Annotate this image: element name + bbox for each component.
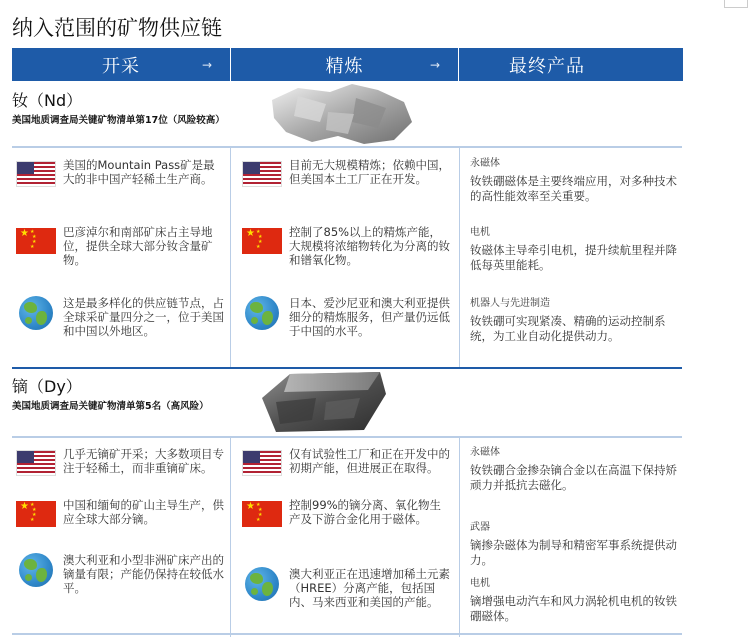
arrow-right-icon: → bbox=[429, 57, 440, 72]
nd-china-refining bbox=[242, 225, 452, 267]
header-mining bbox=[12, 48, 230, 81]
nd-china-mining-text: 巴彦淖尔和南部矿床占主导地位，提供全球大部分钕含量矿物。 bbox=[63, 225, 213, 267]
nd-product-motors-heading: 电机 bbox=[470, 227, 490, 238]
globe-icon bbox=[19, 296, 53, 330]
dy-product-motors-heading: 电机 bbox=[470, 578, 490, 589]
mineral-name-nd: 钕（Nd） bbox=[12, 91, 83, 110]
dy-product-magnets bbox=[470, 445, 685, 493]
china-flag-icon: ★ ★ ★ ★ ★ bbox=[242, 501, 282, 527]
nd-us-refining-text: 目前无大规模精炼；依赖中国，但美国本土工厂正在开发。 bbox=[289, 158, 450, 186]
dy-us-mining-text: 几乎无镝矿开采；大多数项目专注于轻稀土，而非重镝矿床。 bbox=[63, 447, 224, 475]
dysprosium-sample-image bbox=[256, 368, 390, 436]
china-flag-icon: ★ ★ ★ ★ ★ bbox=[16, 228, 56, 254]
china-flag-icon: ★ ★ ★ ★ ★ bbox=[242, 228, 282, 254]
section-divider bbox=[12, 146, 682, 148]
column-divider bbox=[230, 146, 231, 368]
column-divider bbox=[459, 146, 460, 368]
dy-us-refining bbox=[242, 447, 452, 476]
dy-global-mining bbox=[16, 553, 224, 595]
neodymium-sample-image bbox=[268, 82, 418, 148]
us-flag-icon bbox=[16, 161, 56, 187]
nd-global-mining bbox=[16, 296, 224, 338]
dy-china-mining bbox=[16, 498, 224, 527]
dy-product-weapons-heading: 武器 bbox=[470, 522, 490, 533]
header-end-products-label: 最终产品 bbox=[509, 55, 585, 77]
section-divider bbox=[12, 436, 682, 438]
nd-us-refining bbox=[242, 158, 452, 187]
globe-icon bbox=[245, 567, 279, 601]
corner-tab bbox=[724, 0, 748, 8]
dy-us-mining bbox=[16, 447, 224, 476]
dy-product-motors bbox=[470, 576, 685, 624]
nd-product-robotics bbox=[470, 296, 685, 344]
nd-product-magnets-text: 钕铁硼磁体是主要终端应用，对多种技术的高性能效率至关重要。 bbox=[470, 174, 677, 203]
us-flag-icon bbox=[242, 161, 282, 187]
mineral-name-dy: 镝（Dy） bbox=[12, 377, 82, 396]
arrow-right-icon: → bbox=[201, 57, 212, 72]
nd-product-robotics-text: 钕铁硼可实现紧凑、精确的运动控制系统，为工业自动化提供动力。 bbox=[470, 314, 666, 343]
dy-global-refining-text: 澳大利亚正在迅速增加稀土元素（HREE）分离产能，包括国内、马来西亚和美国的产能。 bbox=[289, 567, 450, 609]
us-flag-icon bbox=[16, 450, 56, 476]
header-refining bbox=[231, 48, 458, 81]
dy-product-weapons bbox=[470, 520, 685, 568]
section-divider bbox=[12, 633, 682, 635]
china-flag-icon: ★ ★ ★ ★ ★ bbox=[16, 501, 56, 527]
mineral-subtitle-nd: 美国地质调查局关键矿物清单第17位（风险较高） bbox=[12, 115, 225, 126]
header-end-products bbox=[459, 48, 683, 81]
nd-china-refining-text: 控制了85%以上的精炼产能，大规模将浓缩物转化为分离的钕和镨氧化物。 bbox=[289, 225, 450, 267]
nd-global-refining bbox=[242, 296, 452, 338]
dy-product-weapons-text: 镝掺杂磁体为制导和精密军事系统提供动力。 bbox=[470, 538, 677, 567]
dy-china-refining bbox=[242, 498, 452, 527]
nd-global-mining-text: 这是最多样化的供应链节点，占全球采矿量四分之一，位于美国和中国以外地区。 bbox=[63, 296, 224, 338]
nd-global-refining-text: 日本、爱沙尼亚和澳大利亚提供细分的精炼服务，但产量仍远低于中国的水平。 bbox=[289, 296, 450, 338]
header-refining-label: 精炼 bbox=[325, 55, 364, 77]
column-divider bbox=[230, 436, 231, 637]
us-flag-icon bbox=[242, 450, 282, 476]
nd-product-robotics-heading: 机器人与先进制造 bbox=[470, 298, 550, 309]
page-title: 纳入范围的矿物供应链 bbox=[12, 16, 222, 40]
dy-product-motors-text: 镝增强电动汽车和风力涡轮机电机的钕铁硼磁体。 bbox=[470, 594, 677, 623]
nd-china-mining bbox=[16, 225, 224, 267]
dy-us-refining-text: 仅有试验性工厂和正在开发中的初期产能，但进展正在取得。 bbox=[289, 447, 450, 475]
dy-product-magnets-text: 钕铁硼合金掺杂镝合金以在高温下保持矫顽力并抵抗去磁化。 bbox=[470, 463, 677, 492]
dy-china-refining-text: 控制99%的镝分离、氧化物生产及下游合金化用于磁体。 bbox=[289, 498, 442, 526]
dy-china-mining-text: 中国和缅甸的矿山主导生产，供应全球大部分镝。 bbox=[63, 498, 224, 526]
header-mining-label: 开采 bbox=[102, 55, 140, 77]
nd-product-motors-text: 钕磁体主导牵引电机，提升续航里程并降低每英里能耗。 bbox=[470, 243, 677, 272]
nd-product-magnets-heading: 永磁体 bbox=[470, 158, 500, 169]
nd-us-mining-text: 美国的Mountain Pass矿是最大的非中国产轻稀土生产商。 bbox=[63, 158, 215, 186]
nd-product-magnets bbox=[470, 156, 685, 204]
nd-us-mining bbox=[16, 158, 224, 187]
dy-global-refining bbox=[242, 567, 452, 609]
globe-icon bbox=[245, 296, 279, 330]
dy-product-magnets-heading: 永磁体 bbox=[470, 447, 500, 458]
column-divider bbox=[459, 436, 460, 637]
dy-global-mining-text: 澳大利亚和小型非洲矿床产出的镝量有限；产能仍保持在较低水平。 bbox=[63, 553, 224, 595]
globe-icon bbox=[19, 553, 53, 587]
mineral-subtitle-dy: 美国地质调查局关键矿物清单第5名（高风险） bbox=[12, 401, 209, 412]
nd-product-motors bbox=[470, 225, 685, 273]
